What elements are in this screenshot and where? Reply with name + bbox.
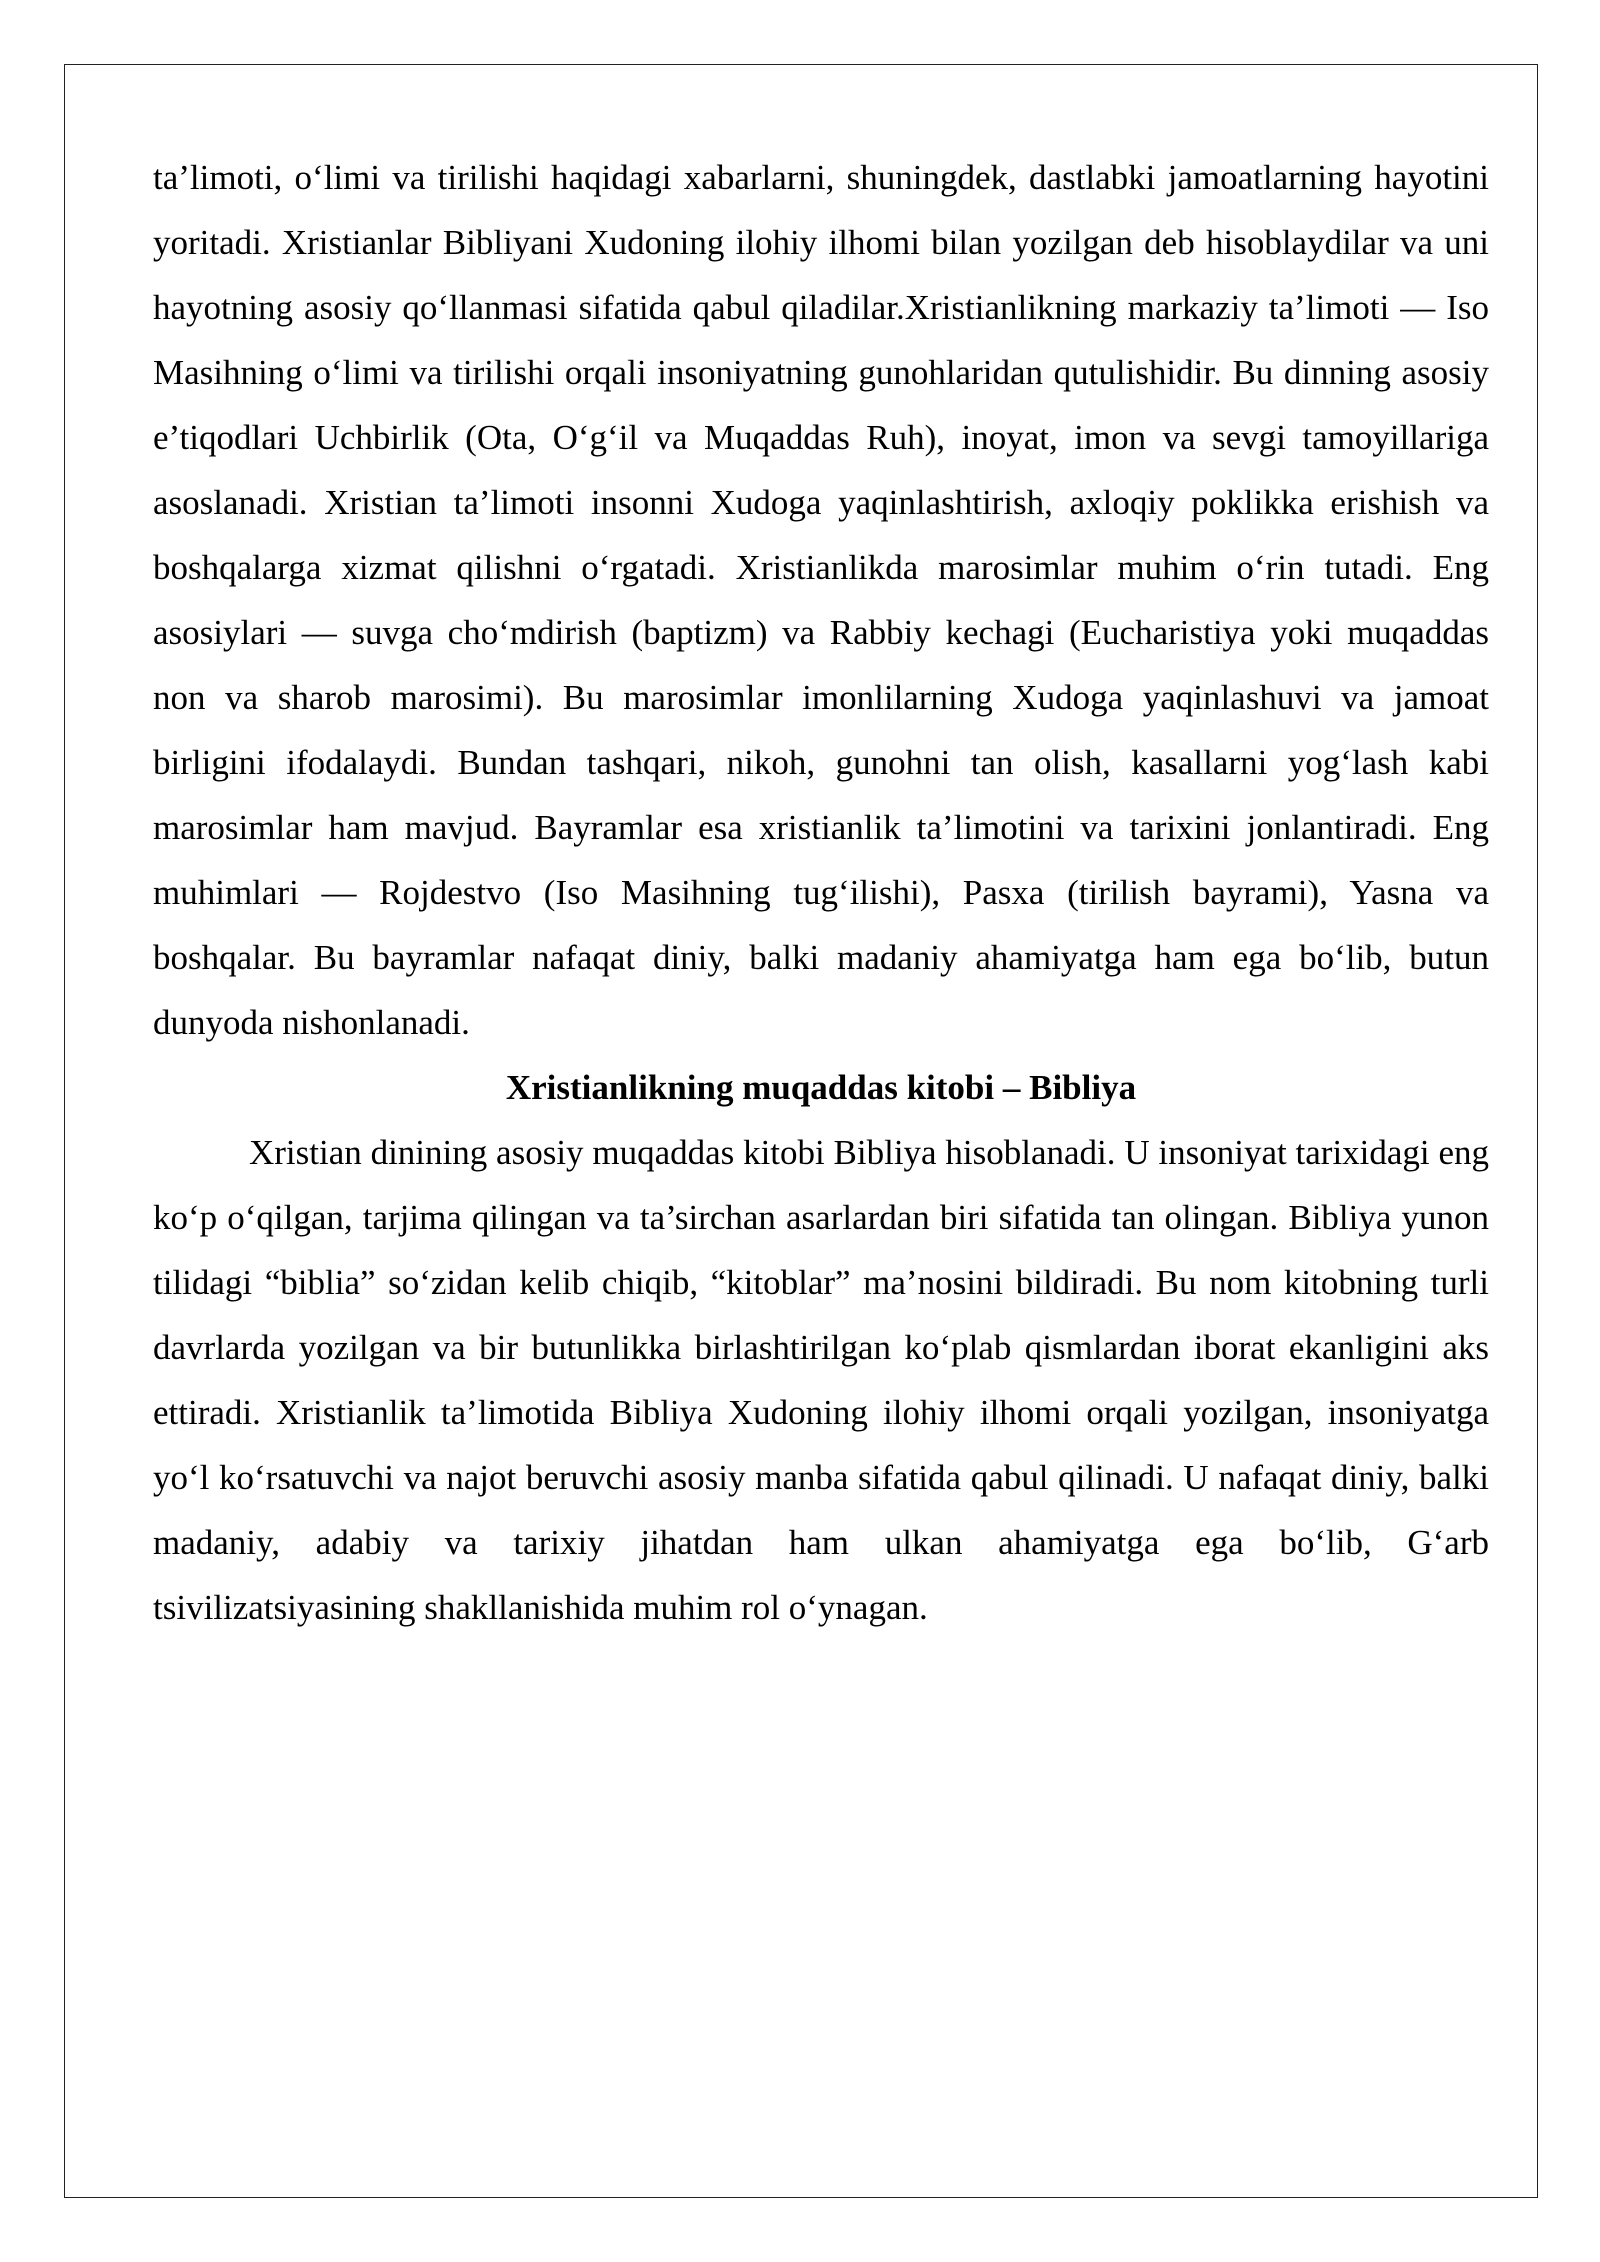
section-heading: Xristianlikning muqaddas kitobi – Bibliya — [505, 1068, 1137, 1107]
document-body — [153, 145, 1489, 1640]
body-paragraph: Xristian dinining asosiy muqaddas kitobi Bibliya hisoblanadi. U insoniyat tarixidagi eng ko‘p o‘qilgan, tarjima qilingan va ta’sirchan asarlardan biri sifatida tan olingan. Bibliya yunon tilidagi “biblia” so‘zidan kelib chiqib, “kitoblar” ma’nosini bildiradi. Bu nom kitobning turli davrlarda yozilgan va bir butunlikka birlashtirilgan ko‘plab qismlardan iborat ekanligini aks ettiradi. Xristianlik ta’limotida Bibliya Xudoning ilohiy ilhomi orqali yozilgan, insoniyatga yo‘l ko‘rsatuvchi va najot beruvchi asosiy manba sifatida qabul qilinadi. U nafaqat diniy, balki madaniy, adabiy va tarixiy jihatdan ham ulkan ahamiyatga ega bo‘lib, G‘arb tsivilizatsiyasining shakllanishida muhim rol o‘ynagan. — [153, 1133, 1489, 1627]
body-paragraph: ta’limoti, o‘limi va tirilishi haqidagi xabarlarni, shuningdek, dastlabki jamoatlarning hayotini yoritadi. Xristianlar Bibliyani Xudoning ilohiy ilhomi bilan yozilgan deb hisoblaydilar va uni hayotning asosiy qo‘llanmasi sifatida qabul qiladilar.Xristianlikning markaziy ta’limoti — Iso Masihning o‘limi va tirilishi orqali insoniyatning gunohlaridan qutulishidir. Bu dinning asosiy e’tiqodlari Uchbirlik (Ota, O‘g‘il va Muqaddas Ruh), inoyat, imon va sevgi tamoyillariga asoslanadi. Xristian ta’limoti insonni Xudoga yaqinlashtirish, axloqiy poklikka erishish va boshqalarga xizmat qilishni o‘rgatadi. Xristianlikda marosimlar muhim o‘rin tutadi. Eng asosiylari — suvga cho‘mdirish (baptizm) va Rabbiy kechagi (Eucharistiya yoki muqaddas non va sharob marosimi). Bu marosimlar imonlilarning Xudoga yaqinlashuvi va jamoat birligini ifodalaydi. Bundan tashqari, nikoh, gunohni tan olish, kasallarni yog‘lash kabi marosimlar ham mavjud. Bayramlar esa xristianlik ta’limotini va tarixini jonlantiradi. Eng muhimlari — Rojdestvo (Iso Masihning tug‘ilishi), Pasxa (tirilish bayrami), Yasna va boshqalar. Bu bayramlar nafaqat diniy, balki madaniy ahamiyatga ham ega bo‘lib, butun dunyoda nishonlanadi. — [153, 158, 1489, 1042]
